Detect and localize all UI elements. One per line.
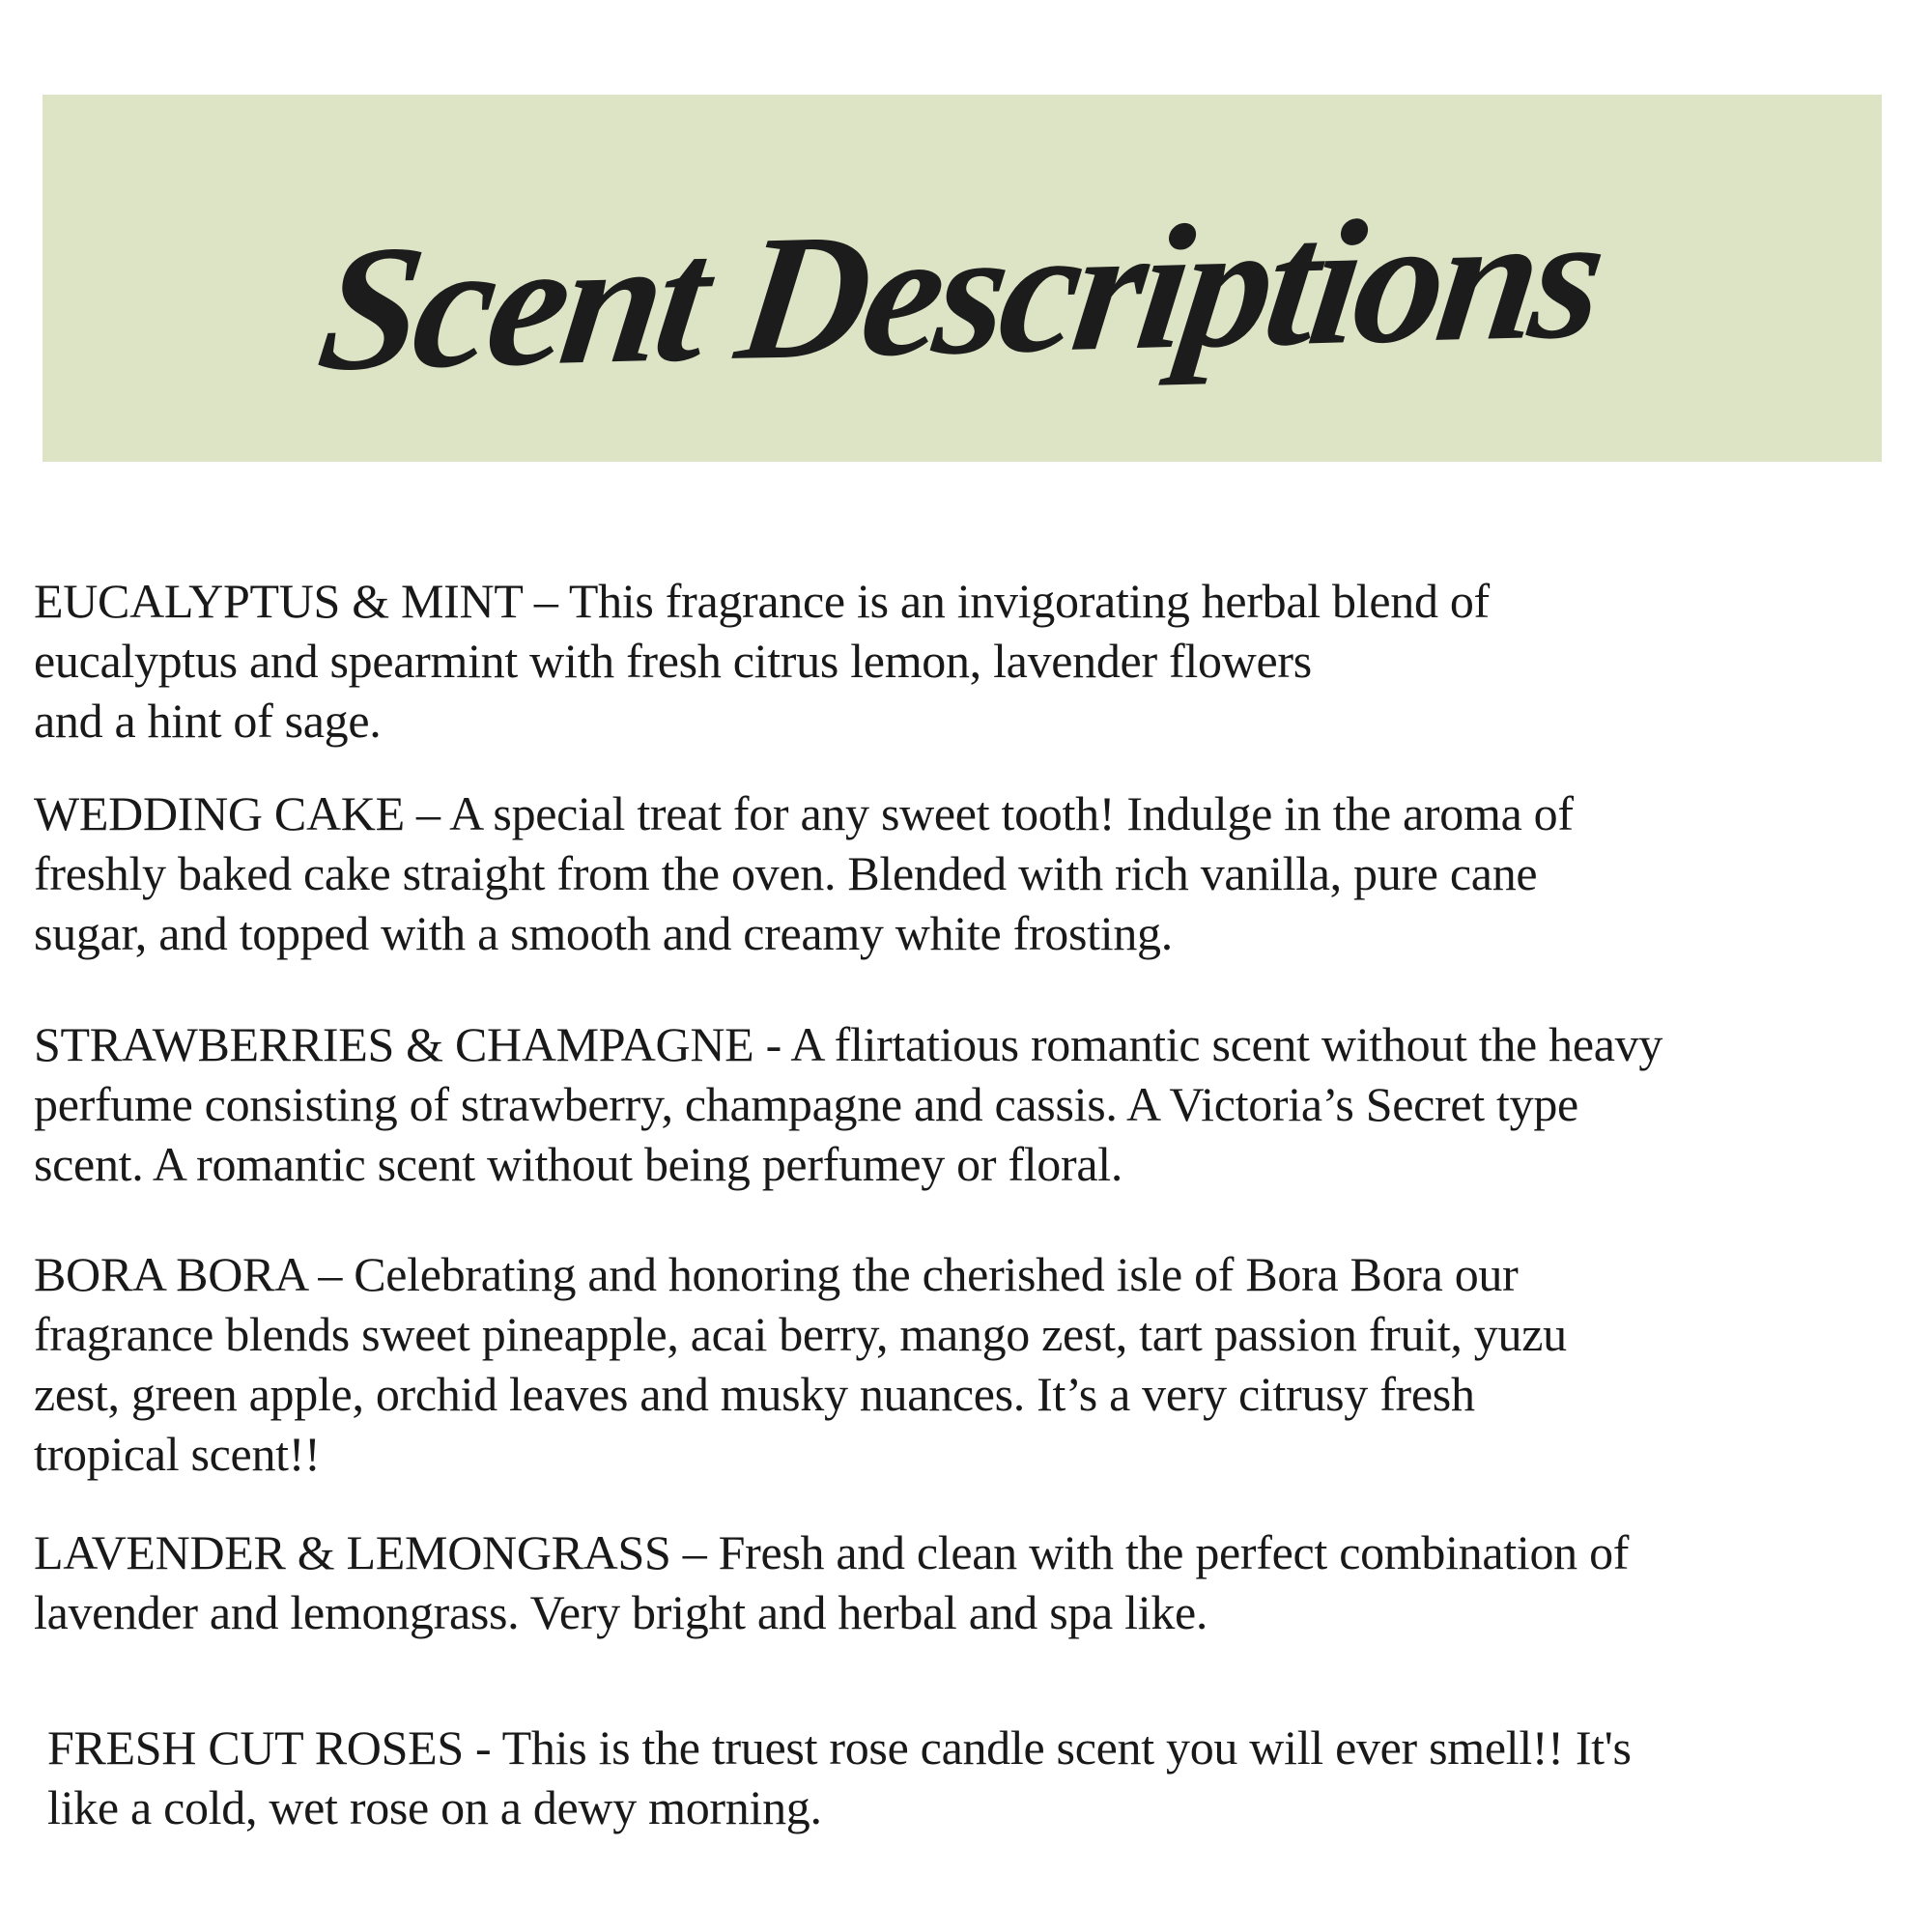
text-line: STRAWBERRIES & CHAMPAGNE - A flirtatious romantic scent without the heavy [34, 1017, 1663, 1071]
text-line: BORA BORA – Celebrating and honoring the cherished isle of Bora Bora our [34, 1247, 1519, 1301]
scent-description-bora-bora [34, 1244, 1850, 1484]
scent-description-eucalyptus-mint [34, 571, 1850, 751]
text-line: scent. A romantic scent without being perfumey or floral. [34, 1137, 1123, 1191]
text-line: eucalyptus and spearmint with fresh citrus lemon, lavender flowers [34, 634, 1312, 688]
scent-description-fresh-cut-roses [34, 1718, 1850, 1837]
text-line: like a cold, wet rose on a dewy morning. [47, 1780, 822, 1834]
scent-description-lavender-lemongrass [34, 1522, 1850, 1642]
text-line: perfume consisting of strawberry, champagne and cassis. A Victoria’s Secret type [34, 1077, 1578, 1131]
text-line: LAVENDER & LEMONGRASS – Fresh and clean with the perfect combination of [34, 1525, 1630, 1579]
text-line: sugar, and topped with a smooth and creamy white frosting. [34, 906, 1173, 960]
scent-description-strawberries-champagne [34, 1014, 1850, 1194]
page-title: Scent Descriptions [309, 177, 1611, 409]
text-line: fragrance blends sweet pineapple, acai berry, mango zest, tart passion fruit, yuzu [34, 1307, 1567, 1361]
scent-list [34, 571, 1850, 1837]
text-line: WEDDING CAKE – A special treat for any sweet tooth! Indulge in the aroma of [34, 786, 1574, 840]
text-line: zest, green apple, orchid leaves and musky nuances. It’s a very citrusy fresh [34, 1367, 1475, 1421]
text-line: tropical scent!! [34, 1427, 321, 1481]
title-banner [43, 95, 1882, 462]
text-line: and a hint of sage. [34, 694, 382, 748]
text-line: lavender and lemongrass. Very bright and herbal and spa like. [34, 1585, 1208, 1639]
text-line: freshly baked cake straight from the oven. Blended with rich vanilla, pure cane [34, 846, 1538, 900]
text-line: FRESH CUT ROSES - This is the truest rose candle scent you will ever smell!! It's [47, 1720, 1632, 1775]
scent-description-wedding-cake [34, 783, 1850, 963]
text-line: EUCALYPTUS & MINT – This fragrance is an invigorating herbal blend of [34, 574, 1490, 628]
